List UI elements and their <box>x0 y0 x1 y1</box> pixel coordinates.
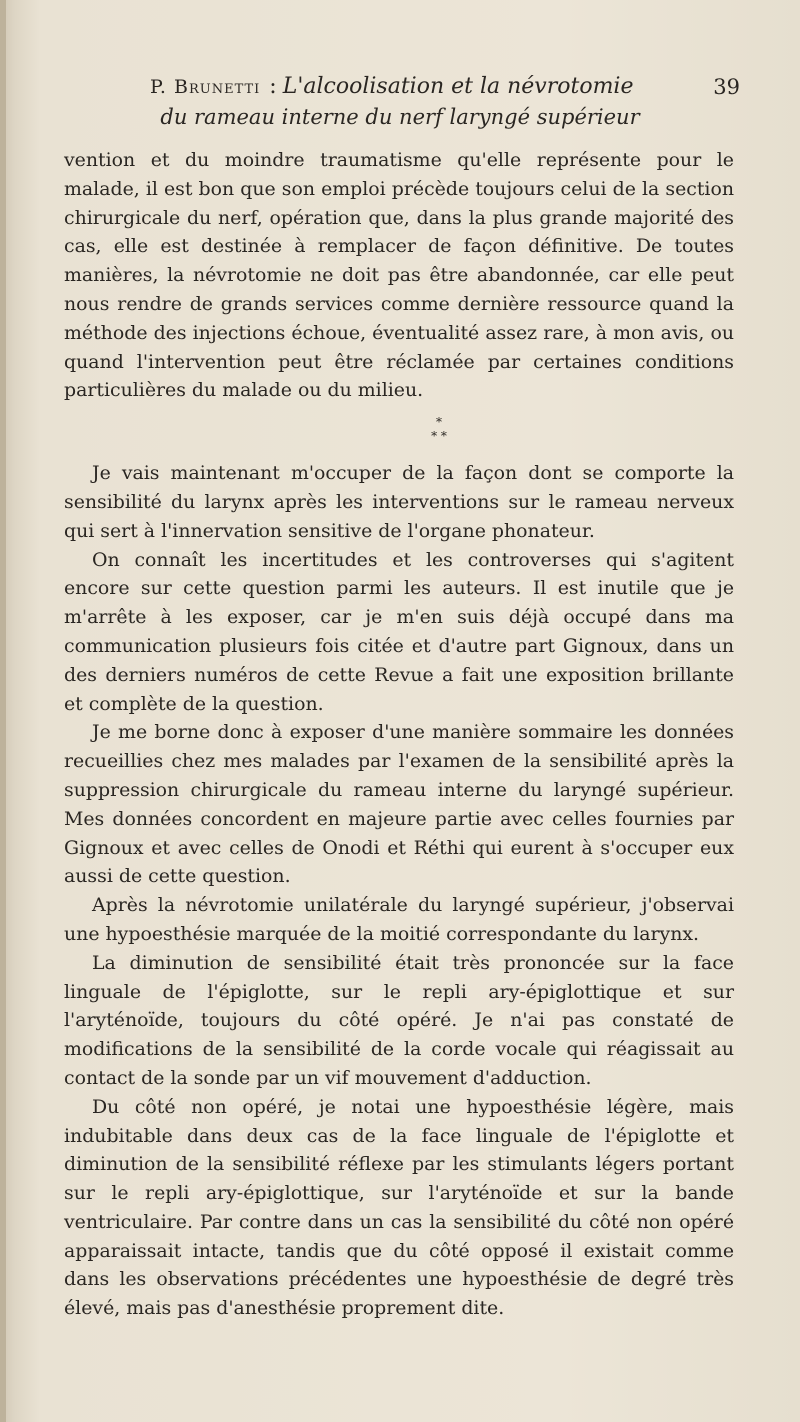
header-title-line-2: du rameau interne du nerf laryngé supérieur <box>160 105 640 129</box>
paragraph: vention et du moindre traumatisme qu'elle représente pour le malade, il est bon que son emploi précède toujours celui de la section chirurgicale du nerf, opération que, dans la plus grande majorité des cas, elle est destinée à remplacer de façon définitive. De toutes manières, la névrotomie ne doit pas être abandonnée, car elle peut nous rendre de grands services comme dernière ressource quand la méthode des injections échoue, éventualité assez rare, à mon avis, ou quand l'intervention peut être réclamée par certaines conditions particulières du malade ou du milieu. <box>64 149 734 402</box>
paragraph: Du côté non opéré, je notai une hypoesthésie légère, mais indubitable dans deux cas de la face linguale de l'épiglotte et diminution de la sensibilité réflexe par les stimulants légers portant sur le repli ary-épiglottique, sur l'aryténoïde et sur la bande ventriculaire. Par contre dans un cas la sensibilité du côté non opéré apparaissait intacte, tandis que du côté opposé il existait comme dans les observations précédentes une hypoesthésie de degré très élevé, mais pas d'anesthésie proprement dite. <box>64 1095 734 1320</box>
section-divider-asterism <box>144 415 734 443</box>
header-title-line-1: L'alcoolisation et la névrotomie <box>282 74 634 99</box>
running-header <box>0 72 800 132</box>
page-number: 39 <box>713 75 740 99</box>
main-text <box>64 146 734 1323</box>
paragraph: Je me borne donc à exposer d'une manière sommaire les données recueillies chez mes malades par l'examen de la sensibilité après la suppression chirurgicale du rameau interne du laryngé supérieur. Mes données concordent en majeure partie avec celles fournies par Gignoux et avec celles de Onodi et Réthi qui eurent à s'occuper eux aussi de cette question. <box>64 721 734 888</box>
header-line-1 <box>150 72 740 102</box>
paragraph: Je vais maintenant m'occuper de la façon dont se comporte la sensibilité du larynx après les interventions sur le rameau nerveux qui sert à l'innervation sensitive de l'organe phonateur. <box>64 462 734 542</box>
asterism-bottom: * * <box>431 429 447 444</box>
paragraph: On connaît les incertitudes et les controverses qui s'agitent encore sur cette question parmi les auteurs. Il est inutile que je m'arrête à les exposer, car je m'en suis déjà occupé dans ma communication plusieurs fois citée et d'autre part Gignoux, dans un des derniers numéros de cette Revue a fait une exposition brillante et complète de la question. <box>64 548 734 715</box>
asterism-top: * <box>436 415 442 430</box>
page-binding-edge <box>0 0 6 1422</box>
paragraph: La diminution de sensibilité était très prononcée sur la face linguale de l'épiglotte, sur le repli ary-épiglottique et sur l'aryténoïde, toujours du côté opéré. Je n'ai pas constaté de modifications de la sensibilité de la corde vocale qui réagissait au contact de la sonde par un vif mouvement d'adduction. <box>64 951 734 1089</box>
header-author: P. Brunetti <box>150 76 261 98</box>
header-separator: : <box>262 74 277 99</box>
paragraph: Après la névrotomie unilatérale du laryngé supérieur, j'observai une hypoesthésie marquée de la moitié correspondante du larynx. <box>64 894 734 945</box>
